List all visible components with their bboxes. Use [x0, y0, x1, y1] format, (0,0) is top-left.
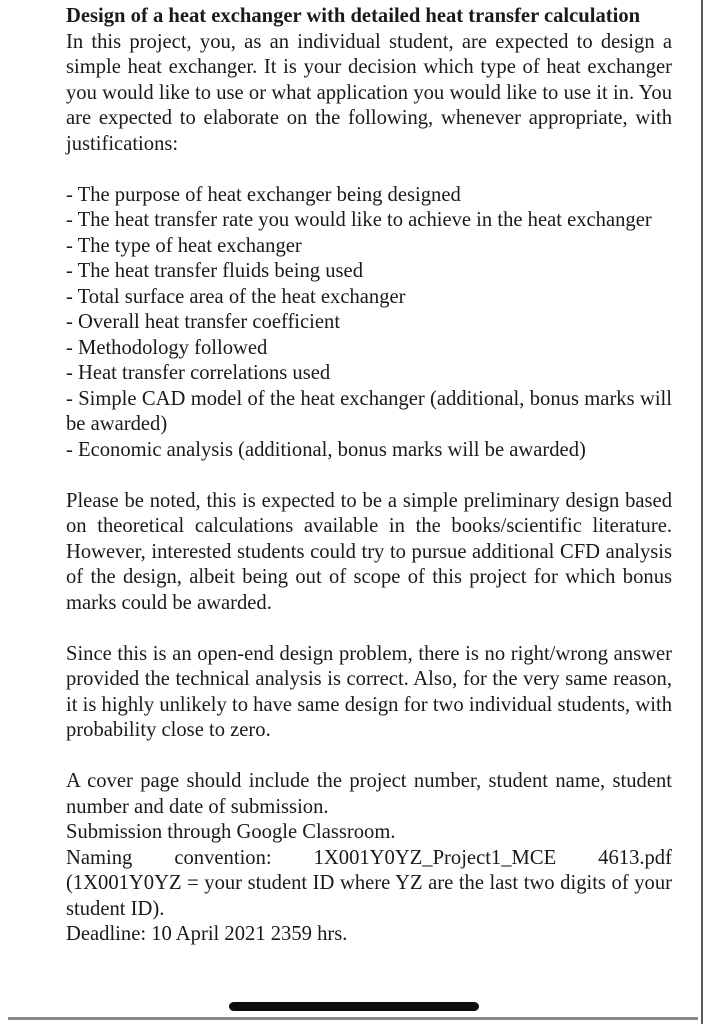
- naming-convention-line: [66, 846, 672, 872]
- list-item: - The type of heat exchanger: [66, 234, 302, 257]
- submission-line: Submission through Google Classroom.: [66, 821, 396, 843]
- list-item: - The heat transfer fluids being used: [66, 260, 363, 282]
- naming-filename-part2: 4613.pdf: [598, 846, 672, 869]
- deadline-line: Deadline: 10 April 2021 2359 hrs.: [66, 923, 348, 945]
- list-item: - Methodology followed: [66, 336, 268, 359]
- list-item: - Total surface area of the heat exchanger: [66, 285, 406, 308]
- note-paragraph: Please be noted, this is expected to be a simple preliminary design based on theoretical calculations available in the books/scientific literature. However, interested students could try to pursue additional CFD analysis of the design, albeit being out of scope of this project for which bonus marks could be awarded.: [66, 489, 672, 614]
- naming-convention-word: convention:: [174, 846, 272, 869]
- page-right-edge-rule: [701, 0, 703, 1024]
- naming-explanation: (1X001Y0YZ = your student ID where YZ are the last two digits of your student ID).: [66, 872, 672, 920]
- document-page: [66, 4, 672, 948]
- document-title: Design of a heat exchanger with detailed heat transfer calculation: [66, 5, 641, 27]
- requirements-list: [66, 183, 672, 464]
- list-item: - The heat transfer rate you would like to achieve in the heat exchanger: [66, 209, 652, 231]
- spacer: [66, 616, 672, 642]
- list-item: - Heat transfer correlations used: [66, 362, 331, 384]
- spacer: [66, 463, 672, 489]
- list-item: - Economic analysis (additional, bonus marks will be awarded): [66, 438, 586, 461]
- list-item: - The purpose of heat exchanger being designed: [66, 183, 461, 206]
- spacer: [66, 744, 672, 770]
- cover-page-paragraph: A cover page should include the project number, student name, student number and date of submission.: [66, 770, 672, 818]
- page-bottom-edge-rule: [8, 1017, 698, 1020]
- spacer: [66, 157, 672, 183]
- list-item: - Overall heat transfer coefficient: [66, 311, 341, 333]
- open-end-paragraph: Since this is an open-end design problem, there is no right/wrong answer provided the technical analysis is correct. Also, for the very same reason, it is highly unlikely to have same design for two individual students, with probability close to zero.: [66, 642, 672, 741]
- naming-filename-part1: 1X001Y0YZ_Project1_MCE: [313, 846, 557, 869]
- home-indicator-bar[interactable]: [229, 1002, 479, 1011]
- list-item: - Simple CAD model of the heat exchanger (additional, bonus marks will be awarded): [66, 387, 672, 435]
- naming-label: Naming: [66, 846, 133, 869]
- intro-paragraph: In this project, you, as an individual student, are expected to design a simple heat exchanger. It is your decision which type of heat exchanger you would like to use or what application you would like to use it in. You are expected to elaborate on the following, whenever appropriate, with justifications:: [66, 30, 672, 155]
